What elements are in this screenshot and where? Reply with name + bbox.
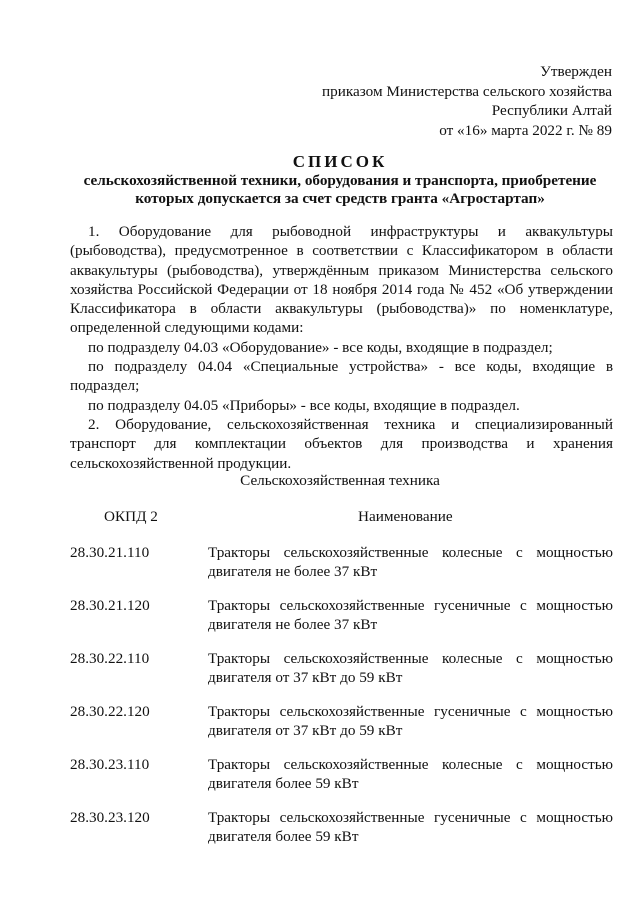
body-text	[70, 222, 613, 473]
document-subtitle	[60, 172, 620, 208]
paragraph-5: 2. Оборудование, сельскохозяйственная техника и специализированный транспорт для комплектации объектов для производства и хранения сельскохозяйственной продукции.	[70, 415, 613, 472]
document-title: СПИСОК	[292, 152, 388, 171]
row-code: 28.30.23.120	[70, 809, 150, 826]
approval-line-4: от «16» марта 2022 г. № 89	[439, 121, 612, 139]
paragraph-4: по подразделу 04.05 «Приборы» - все коды, входящие в подраздел.	[88, 396, 520, 414]
row-name: Тракторы сельскохозяйственные гусеничные с мощностью двигателя от 37 кВт до 59 кВт	[208, 703, 613, 739]
row-code: 28.30.23.110	[70, 756, 150, 773]
row-code: 28.30.21.120	[70, 597, 150, 614]
row-code: 28.30.21.110	[70, 544, 150, 561]
header-name: Наименование	[358, 508, 453, 525]
row-name: Тракторы сельскохозяйственные колесные с мощностью двигателя от 37 кВт до 59 кВт	[208, 650, 613, 686]
section-heading: Сельскохозяйственная техника	[240, 472, 440, 489]
paragraph-1: 1. Оборудование для рыбоводной инфраструктуры и аквакультуры (рыбоводства), предусмотренное в соответствии с Классификатором в области аквакультуры (рыбоводства), утверждённым приказом Министерства сельского хозяйства Российской Федерации от 18 ноября 2014 года № 452 «Об утверждении Классификатора в области аквакультуры (рыбоводства)» по номенклатуре, определенной следующими кодами:	[70, 223, 613, 337]
row-code: 28.30.22.120	[70, 703, 150, 720]
header-code: ОКПД 2	[104, 508, 158, 525]
subtitle-line-2: которых допускается за счет средств гранта «Агростартап»	[135, 190, 545, 207]
row-code: 28.30.22.110	[70, 650, 150, 667]
approval-line-1: Утвержден	[540, 63, 612, 80]
row-name: Тракторы сельскохозяйственные гусеничные с мощностью двигателя более 59 кВт	[208, 809, 613, 845]
row-name: Тракторы сельскохозяйственные гусеничные с мощностью двигателя не более 37 кВт	[208, 597, 613, 633]
subtitle-line-1: сельскохозяйственной техники, оборудования и транспорта, приобретение	[83, 172, 597, 189]
paragraph-2: по подразделу 04.03 «Оборудование» - все коды, входящие в подраздел;	[88, 338, 553, 356]
approval-line-2: приказом Министерства сельского хозяйства	[321, 82, 612, 100]
row-name: Тракторы сельскохозяйственные колесные с мощностью двигателя более 59 кВт	[208, 756, 613, 792]
row-name: Тракторы сельскохозяйственные колесные с мощностью двигателя не более 37 кВт	[208, 544, 613, 580]
approval-line-3: Республики Алтай	[491, 102, 612, 119]
approval-block	[322, 62, 612, 140]
paragraph-3: по подразделу 04.04 «Специальные устройства» - все коды, входящие в подраздел;	[70, 358, 613, 395]
